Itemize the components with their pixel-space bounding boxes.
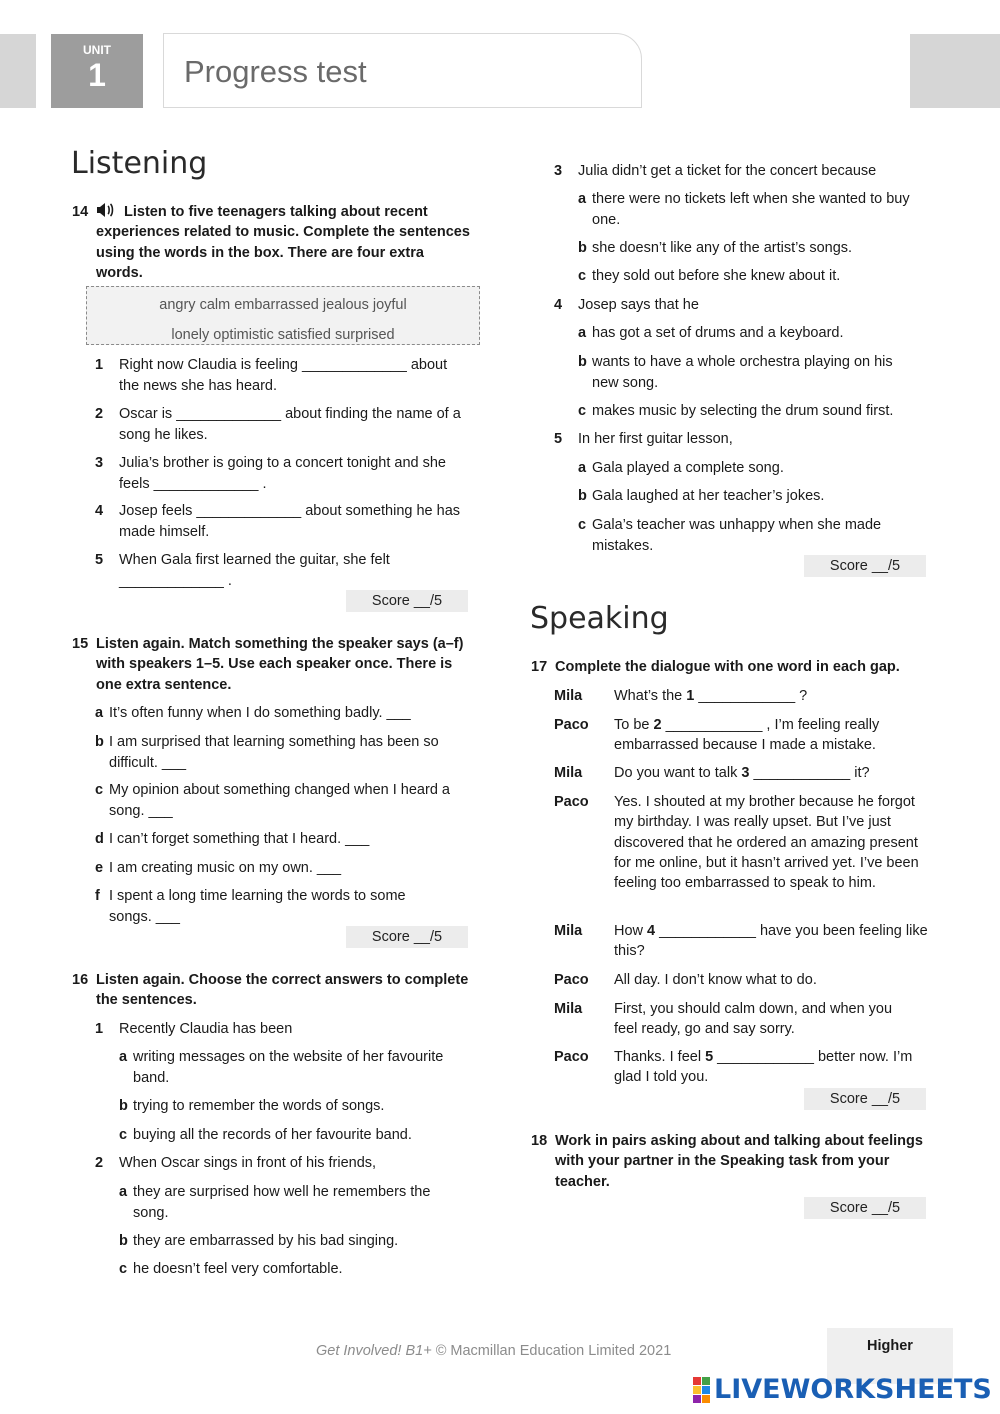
gap-number: 3	[741, 765, 750, 781]
word-box-line2: lonely optimistic satisfied surprised	[171, 327, 395, 343]
dialogue-line: All day. I don’t know what to do.	[614, 972, 817, 988]
page-title: Progress test	[184, 54, 367, 89]
header-left-bar	[0, 34, 36, 108]
q18-score: Score __/5	[804, 1197, 926, 1219]
dialogue-speaker: Mila	[554, 923, 583, 939]
dialogue-line: How 4 ____________ have you been feeling like this?	[614, 923, 928, 960]
q14-item: 2 Oscar is _____________ about finding the name of a song he likes.	[95, 406, 461, 443]
q14-item: 1 Right now Claudia is feeling _____________ about the news she has heard.	[95, 357, 448, 394]
gap-number: 5	[705, 1049, 714, 1065]
logo-text: LIVEWORKSHEETS	[714, 1374, 992, 1405]
q15-instruction: 15 Listen again. Match something the speaker says (a–f) with speakers 1–5. Use each speaker once. There is one extra sentence.	[72, 636, 464, 693]
q17-score: Score __/5	[804, 1088, 926, 1110]
q16-option: a Gala played a complete song.	[578, 460, 784, 476]
q14-number: 14	[72, 204, 89, 220]
q16-option: b they are embarrassed by his bad singing.	[119, 1233, 399, 1249]
q15-item: a It’s often funny when I do something badly. ___	[95, 705, 411, 721]
gap-number: 2	[653, 717, 662, 733]
q16-question: 2 When Oscar sings in front of his friends,	[95, 1155, 377, 1171]
q16-option: c Gala’s teacher was unhappy when she made mistakes.	[578, 517, 882, 554]
q14-score: Score __/5	[346, 590, 468, 612]
q14-text: Listen to five teenagers talking about recent experiences related to music. Complete the sentences using the words in the box. There are four extra words.	[96, 204, 470, 281]
dialogue-speaker: Mila	[554, 688, 583, 704]
q14-item: 3 Julia’s brother is going to a concert tonight and she feels _____________ .	[95, 455, 446, 492]
unit-label: UNIT	[83, 43, 111, 57]
q15-item: b I am surprised that learning something has been so difficult. ___	[95, 734, 439, 771]
q14-item: 4 Josep feels _____________ about something he has made himself.	[95, 503, 461, 540]
level-badge: Higher	[827, 1328, 953, 1384]
q16-question: 1 Recently Claudia has been	[95, 1021, 293, 1037]
title-box	[163, 33, 642, 108]
dialogue-speaker: Paco	[554, 794, 589, 810]
q16-score: Score __/5	[804, 555, 926, 577]
q16-option: b Gala laughed at her teacher’s jokes.	[578, 488, 825, 504]
q16-instruction: 16 Listen again. Choose the correct answers to complete the sentences.	[72, 972, 469, 1009]
listening-title: Listening	[71, 146, 208, 181]
q18-instruction: 18 Work in pairs asking about and talking about feelings with your partner in the Speaking task from your teacher.	[531, 1133, 923, 1190]
q16-option: a they are surprised how well he remembers the song.	[119, 1184, 431, 1221]
dialogue-line: Yes. I shouted at my brother because he forgot my birthday. I was really upset. But I’ve just discovered that he ordered an amazing present for me online, but it hasn’t arrived yet. I’ve been feeling too embarrassed to speak to him.	[614, 794, 919, 892]
q17-instruction: 17 Complete the dialogue with one word in each gap.	[531, 659, 900, 675]
q15-item: c My opinion about something changed when I heard a song. ___	[95, 782, 450, 819]
q16-option: b trying to remember the words of songs.	[119, 1098, 385, 1114]
q16-option: a writing messages on the website of her favourite band.	[119, 1049, 444, 1086]
q16-question: 4 Josep says that he	[554, 297, 699, 313]
word-box	[86, 286, 480, 345]
dialogue-line: Do you want to talk 3 ____________ it?	[614, 765, 870, 781]
footer-copyright: Get Involved! B1+ © Macmillan Education Limited 2021	[316, 1343, 672, 1359]
q16-option: c they sold out before she knew about it.	[578, 268, 841, 284]
logo-squares-icon	[693, 1377, 710, 1403]
dialogue-speaker: Mila	[554, 1001, 583, 1017]
q16-question: 3 Julia didn’t get a ticket for the concert because	[554, 163, 877, 179]
dialogue-speaker: Paco	[554, 1049, 589, 1065]
dialogue-line: What’s the 1 ____________ ?	[614, 688, 808, 704]
q16-question: 5 In her first guitar lesson,	[554, 431, 733, 447]
q16-option: b wants to have a whole orchestra playing on his new song.	[578, 354, 893, 391]
liveworksheets-logo[interactable]	[693, 1374, 992, 1406]
q15-score: Score __/5	[346, 926, 468, 948]
speaker-icon[interactable]	[96, 202, 114, 218]
q15-item: d I can’t forget something that I heard. ___	[95, 831, 370, 847]
speaking-title: Speaking	[530, 601, 669, 636]
q15-item: f I spent a long time learning the words to some songs. ___	[95, 888, 406, 925]
dialogue-line: Thanks. I feel 5 ____________ better now. I’m glad I told you.	[614, 1049, 913, 1086]
q16-option: a has got a set of drums and a keyboard.	[578, 325, 844, 341]
gap-number: 4	[647, 923, 656, 939]
word-box-line1: angry calm embarrassed jealous joyful	[159, 297, 407, 313]
q14-item: 5 When Gala first learned the guitar, she felt _____________ .	[95, 552, 390, 589]
dialogue-line: To be 2 ____________ , I’m feeling really embarrassed because I made a mistake.	[614, 717, 880, 754]
q16-option: c makes music by selecting the drum sound first.	[578, 403, 894, 419]
unit-badge	[51, 34, 143, 108]
dialogue-speaker: Mila	[554, 765, 583, 781]
header-right-bar	[910, 34, 1000, 108]
q16-option: c buying all the records of her favourite band.	[119, 1127, 412, 1143]
q16-option: b she doesn’t like any of the artist’s songs.	[578, 240, 853, 256]
dialogue-speaker: Paco	[554, 717, 589, 733]
dialogue-speaker: Paco	[554, 972, 589, 988]
q15-item: e I am creating music on my own. ___	[95, 860, 342, 876]
gap-number: 1	[686, 688, 695, 704]
q16-option: a there were no tickets left when she wanted to buy one.	[578, 191, 910, 228]
dialogue-line: First, you should calm down, and when you feel ready, go and say sorry.	[614, 1001, 893, 1038]
q16-option: c he doesn’t feel very comfortable.	[119, 1261, 343, 1277]
unit-number: 1	[88, 57, 106, 93]
q14-instruction	[72, 202, 472, 283]
